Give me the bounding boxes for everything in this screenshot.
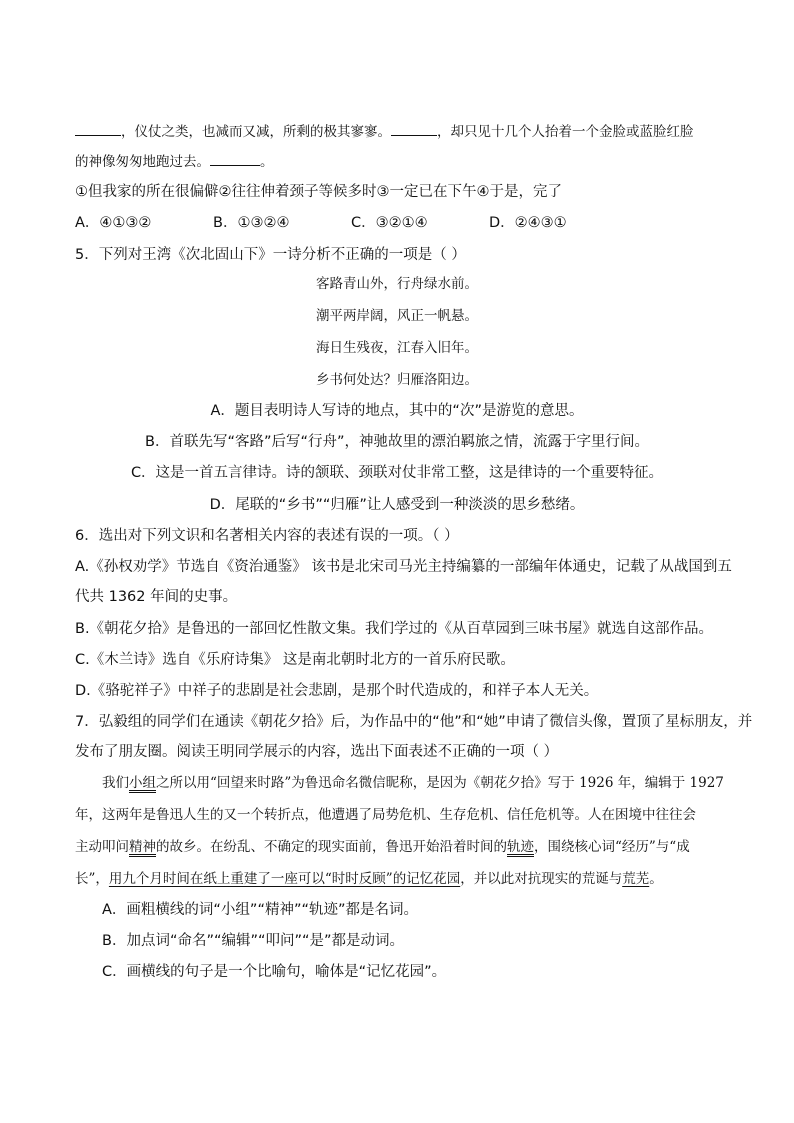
q6-option-c: C.《木兰诗》选自《乐府诗集》 这是南北朝时北方的一首乐府民歌。 [75, 652, 515, 668]
thick-underlined-word: 轨迹 [507, 839, 534, 855]
q5-option-b: B．首联先写“客路”后写“行舟”，神驰故里的漂泊羁旅之情，流露于字里行间。 [145, 434, 649, 450]
passage-text: 主动叩问 [75, 839, 129, 855]
q7-stem-2: 发布了朋友圈。阅读王明同学展示的内容，选出下面表述不正确的一项（ ） [75, 744, 559, 760]
q5-stem: 5．下列对王湾《次北固山下》一诗分析不正确的一项是（ ） [75, 247, 466, 263]
passage-line-1 [102, 773, 722, 793]
fill-line-2 [75, 151, 725, 172]
thick-underlined-word: 小组 [129, 775, 156, 791]
q6-option-d: D.《骆驼祥子》中祥子的悲剧是社会悲剧，是那个时代造成的，和祥子本人无关。 [75, 683, 599, 699]
passage-text: ，并以此对抗现实的荒诞与 [460, 871, 623, 887]
q7-option-a: A．画粗横线的词“小组”“精神”“轨迹”都是名词。 [102, 902, 418, 918]
q7-option-c: C．画横线的句子是一个比喻句，喻体是“记忆花园”。 [102, 964, 447, 980]
q5-option-d: D．尾联的“乡书”“归雁”让人感受到一种淡淡的思乡愁绪。 [209, 497, 585, 513]
passage-text: 长”， [75, 871, 109, 887]
q6-option-a: A.《孙权劝学》节选自《资治通鉴》 该书是北宋司马光主持编纂的一部编年体通史，记载了从战国到五 [75, 559, 732, 575]
poem-line: 海日生残夜，江春入旧年。 [316, 340, 478, 356]
poem-line: 乡书何处达？归雁洛阳边。 [316, 372, 478, 388]
passage-line-4 [75, 869, 725, 889]
fill-text: ，却只见十几个人抬着一个金脸或蓝脸红脸 [437, 124, 694, 140]
q6-stem: 6．选出对下列文识和名著相关内容的表述有误的一项。（ ） [75, 528, 459, 544]
passage-line-3 [75, 837, 725, 857]
fill-text: 。 [260, 154, 274, 170]
fill-text: 的神像匆匆地跑过去。 [75, 154, 210, 170]
underlined-sentence: 用九个月时间在纸上重建了一座可以“时时反顾”的记忆花园 [108, 871, 461, 887]
poem-line: 潮平两岸阔，风正一帆悬。 [316, 308, 478, 324]
passage-line-2: 年，这两年是鲁迅人生的又一个转折点，他遭遇了局势危机、生存危机、信任危机等。人在困境中往往会 [75, 807, 696, 823]
blank-3 [210, 151, 260, 166]
underlined-word: 荒芜 [622, 871, 650, 887]
blank-2 [391, 121, 437, 136]
q6-option-a-cont: 代共 1362 年间的史事。 [75, 589, 238, 605]
q4-options [75, 213, 725, 233]
option-c: C．③②①④ [351, 215, 428, 231]
q4-sentences: ①但我家的所在很偏僻②往往伸着颈子等候多时③一定已在下午④于是，完了 [75, 184, 562, 200]
option-b: B．①③②④ [213, 215, 290, 231]
q5-option-c: C．这是一首五言律诗。诗的颔联、颈联对仗非常工整，这是律诗的一个重要特征。 [130, 465, 664, 481]
blank-1 [75, 121, 121, 136]
fill-line-1 [75, 121, 725, 142]
thick-underlined-word: 精神 [129, 839, 156, 855]
fill-text: ，仪仗之类，也减而又减，所剩的极其寥寥。 [121, 124, 391, 140]
passage-text: 。 [649, 871, 663, 887]
q5-option-a: A．题目表明诗人写诗的地点，其中的“次”是游览的意思。 [210, 403, 584, 419]
poem-line: 客路青山外，行舟绿水前。 [316, 276, 478, 292]
passage-text: 的故乡。在纷乱、不确定的现实面前，鲁迅开始沿着时间的 [156, 839, 507, 855]
q6-option-b: B.《朝花夕拾》是鲁迅的一部回忆性散文集。我们学过的《从百草园到三味书屋》就选自这部作品。 [75, 621, 714, 637]
passage-text: 我们 [102, 775, 129, 791]
passage-text: ，围绕核心词“经历”与“成 [534, 839, 690, 855]
option-a: A．④①③② [75, 215, 152, 231]
option-d: D．②④③① [489, 215, 567, 231]
q7-option-b: B．加点词“命名”“编辑”“叩问”“是”都是动词。 [102, 933, 405, 949]
q7-stem-1: 7．弘毅组的同学们在通读《朝花夕拾》后，为作品中的“他”和“她”申请了微信头像，置顶了星标朋友，并 [75, 714, 753, 730]
passage-text: 之所以用“回望来时路”为鲁迅命名微信昵称，是因为《朝花夕拾》写于 1926 年，编辑于 1927 [156, 775, 724, 791]
